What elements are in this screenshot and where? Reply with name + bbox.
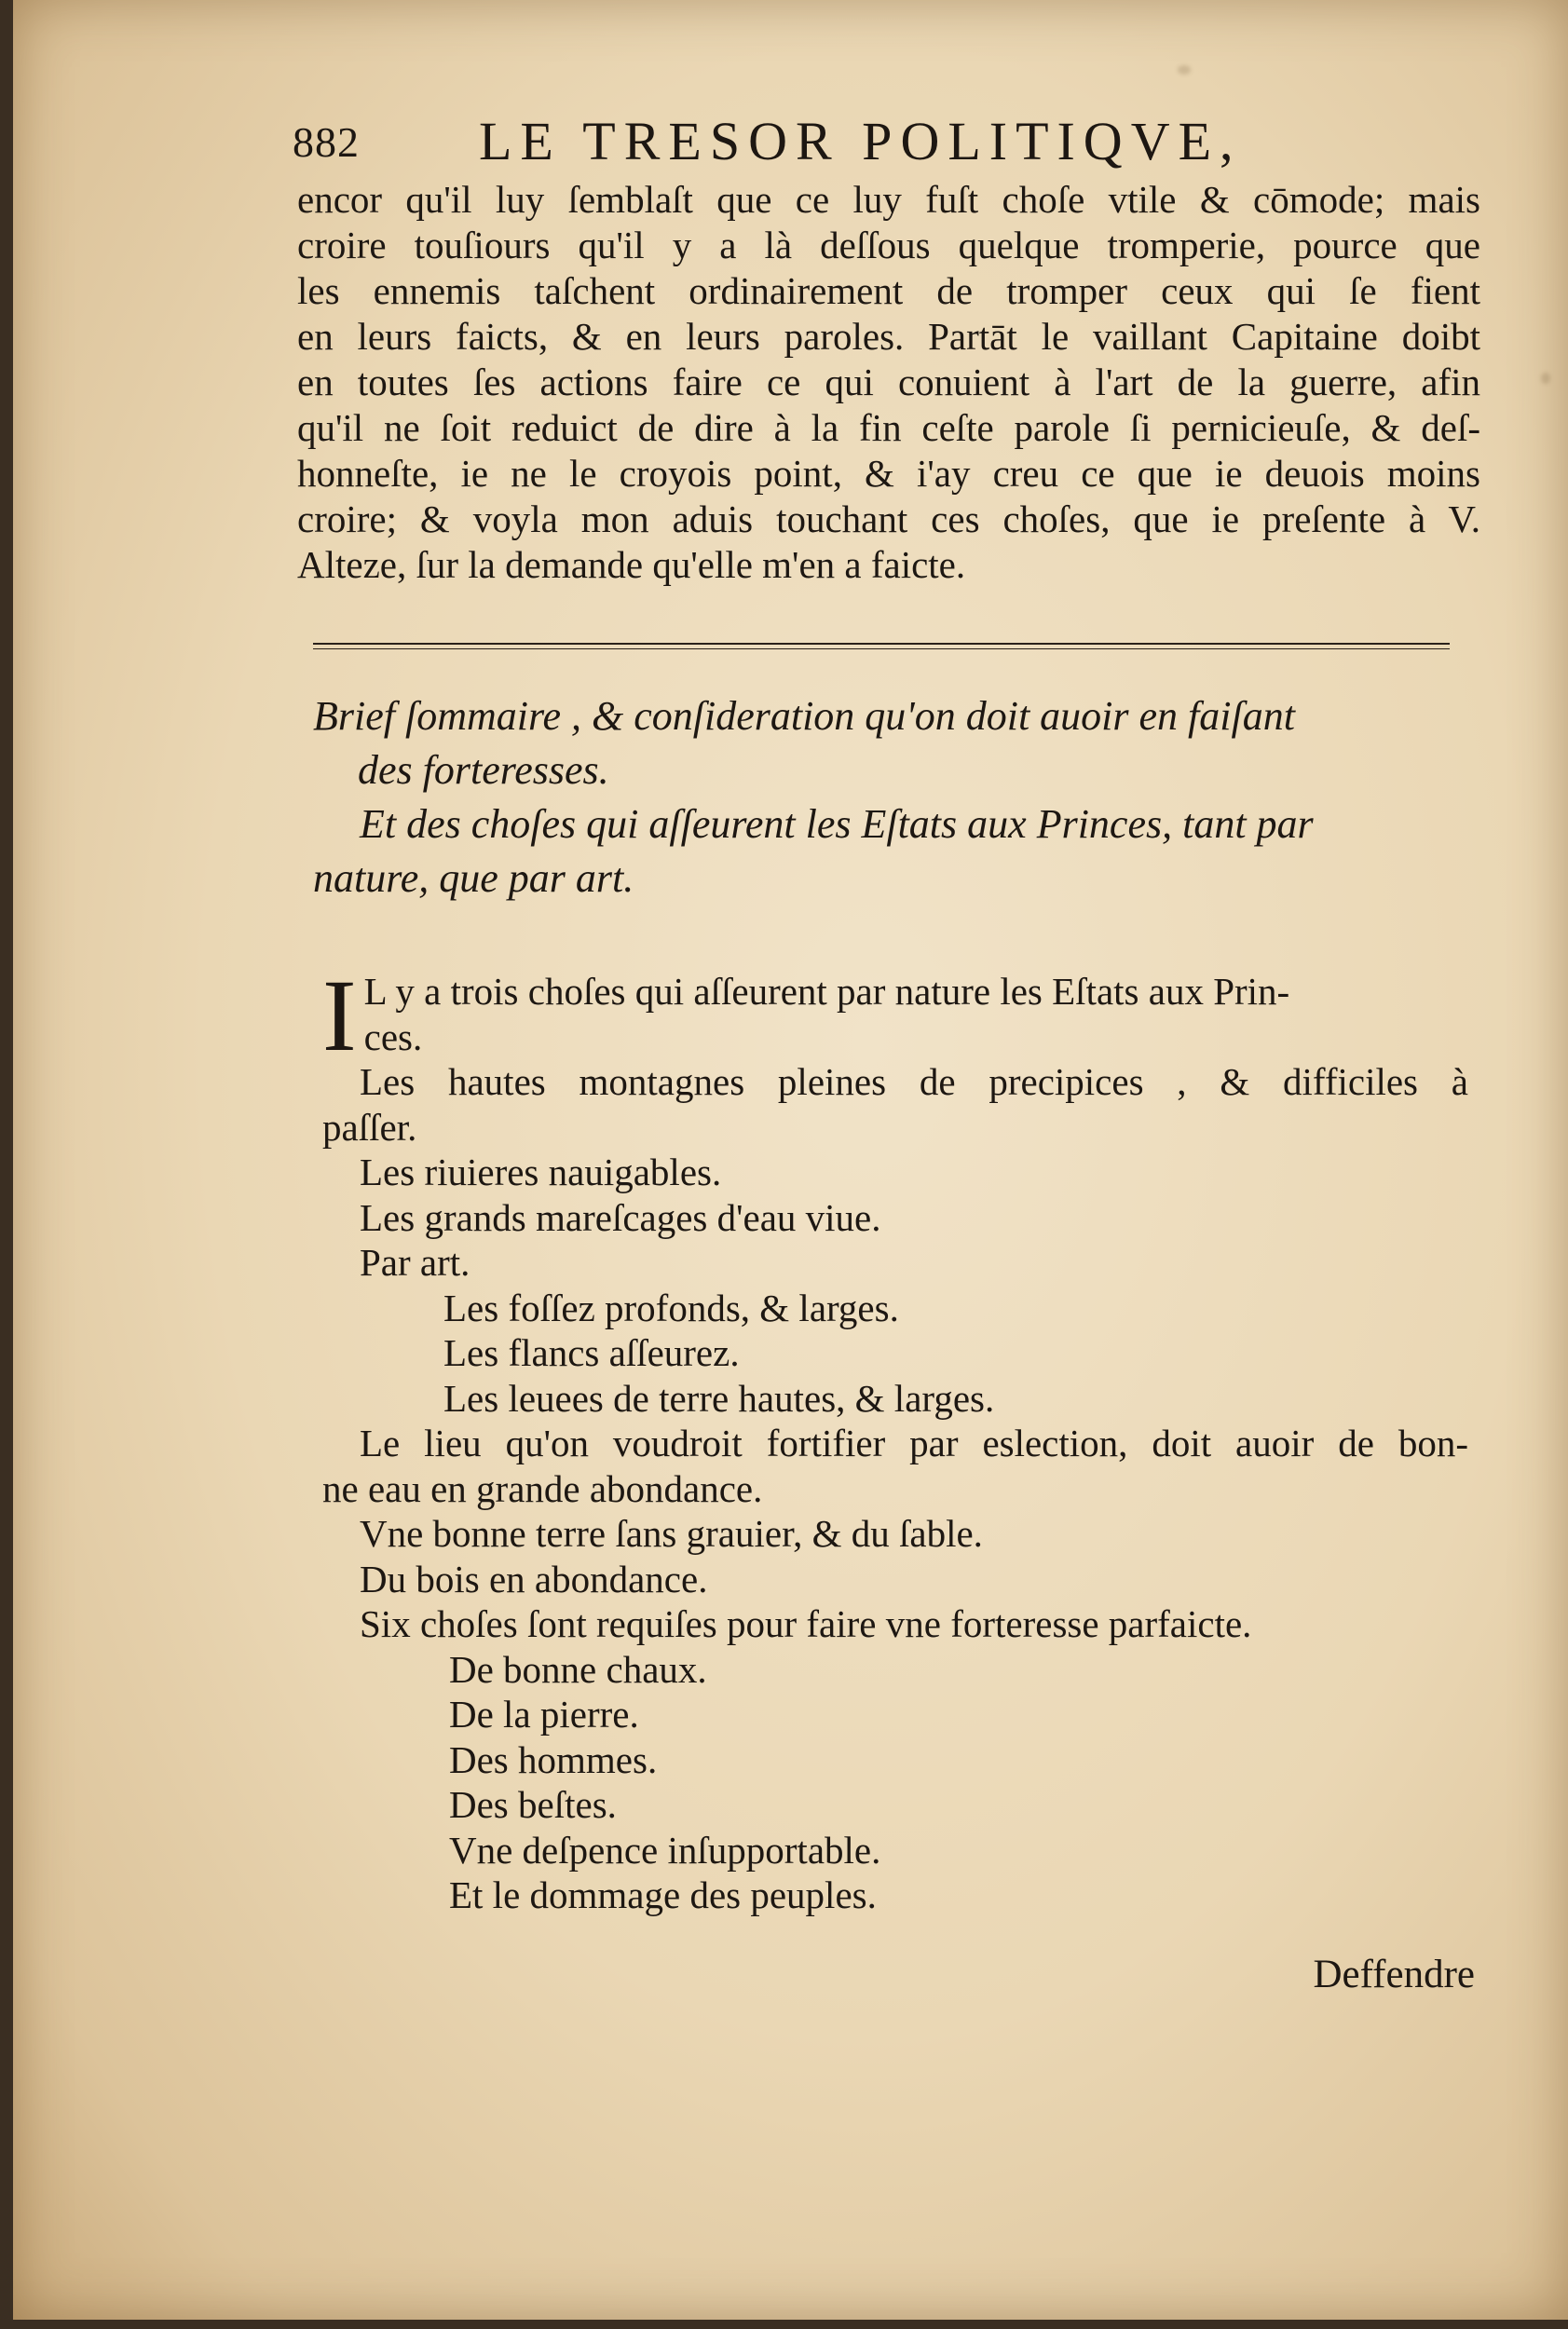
list-item: De la pierre.	[449, 1693, 639, 1736]
text-line: encor qu'il luy ſemblaſt que ce luy fuſt choſe vtile & cōmode; mais	[297, 178, 1480, 221]
list-item: Des beſtes.	[449, 1783, 617, 1826]
text-line: ces.	[363, 1015, 423, 1058]
fortress-list-section	[322, 959, 1468, 1918]
list-item: Et le dommage des peuples.	[449, 1873, 877, 1916]
list-item: De bonne chaux.	[449, 1647, 707, 1691]
list-item: Des hommes.	[449, 1737, 658, 1781]
text-line: les ennemis taſchent ordinairement de tromper ceux qui ſe fient	[297, 269, 1480, 312]
text-line: croire touſiours qu'il y a là deſſous quelque tromperie, pource que	[297, 224, 1480, 266]
catchword: Deffendre	[1313, 1953, 1475, 1996]
heading-line: nature, que par art.	[313, 855, 634, 901]
book-page	[13, 0, 1568, 2320]
text-line: croire; & voyla mon aduis touchant ces choſes, que ie preſente à V.	[297, 497, 1480, 540]
heading-line: des forteresses.	[358, 747, 609, 793]
list-item: Les leuees de terre hautes, & larges.	[443, 1376, 995, 1420]
list-item: Par art.	[360, 1241, 470, 1284]
list-item: Vne bonne terre ſans grauier, & du ſable.	[360, 1512, 983, 1555]
text-line: Alteze, ſur la demande qu'elle m'en a faicte.	[297, 543, 966, 586]
heading-line: Et des choſes qui aſſeurent les Eſtats aux Princes, tant par	[360, 801, 1314, 847]
text-line: en toutes ſes actions faire ce qui conuient à l'art de la guerre, afin	[297, 361, 1480, 403]
ink-stain	[1541, 373, 1550, 384]
list-item: Les flancs aſſeurez.	[443, 1331, 740, 1374]
first-paragraph	[322, 959, 1468, 1072]
list-item: Les foſſez profonds, & larges.	[443, 1286, 899, 1329]
heading-line: Brief ſommaire , & conſideration qu'on doit auoir en faiſant	[313, 693, 1295, 739]
list-item: Les grands mareſcages d'eau viue.	[360, 1195, 881, 1239]
running-title: LE TRESOR POLITIQVE,	[479, 111, 1242, 171]
page-number: 882	[293, 118, 360, 166]
text-line: en leurs faicts, & en leurs paroles. Partāt le vaillant Capitaine doibt	[297, 315, 1480, 358]
list-item: Les hautes montagnes pleines de precipices , & difficiles à	[360, 1060, 1468, 1103]
list-item: ne eau en grande abondance.	[322, 1466, 763, 1510]
list-item: Les riuieres nauigables.	[360, 1151, 722, 1193]
list-item: Du bois en abondance.	[360, 1557, 708, 1600]
section-divider	[313, 643, 1450, 649]
page-header	[13, 104, 1568, 179]
section-heading	[313, 689, 1468, 906]
drop-cap: I	[322, 959, 357, 1072]
text-line: honneſte, ie ne le croyois point, & i'ay creu ce que ie deuois moins	[297, 452, 1480, 495]
list-item: paſſer.	[322, 1105, 417, 1149]
text-line: L y a trois choſes qui aſſeurent par nature les Eſtats aux Prin-	[363, 970, 1290, 1013]
opening-paragraph	[297, 177, 1480, 588]
ink-stain	[1178, 65, 1191, 75]
list-item: Le lieu qu'on voudroit fortifier par eslection, doit auoir de bon-	[360, 1422, 1468, 1464]
text-line: qu'il ne ſoit reduict de dire à la fin ceſte parole ſi pernicieuſe, & deſ-	[297, 406, 1480, 449]
list-item: Six choſes ſont requiſes pour faire vne forteresse parfaicte.	[360, 1602, 1252, 1645]
list-item: Vne deſpence inſupportable.	[449, 1828, 881, 1872]
